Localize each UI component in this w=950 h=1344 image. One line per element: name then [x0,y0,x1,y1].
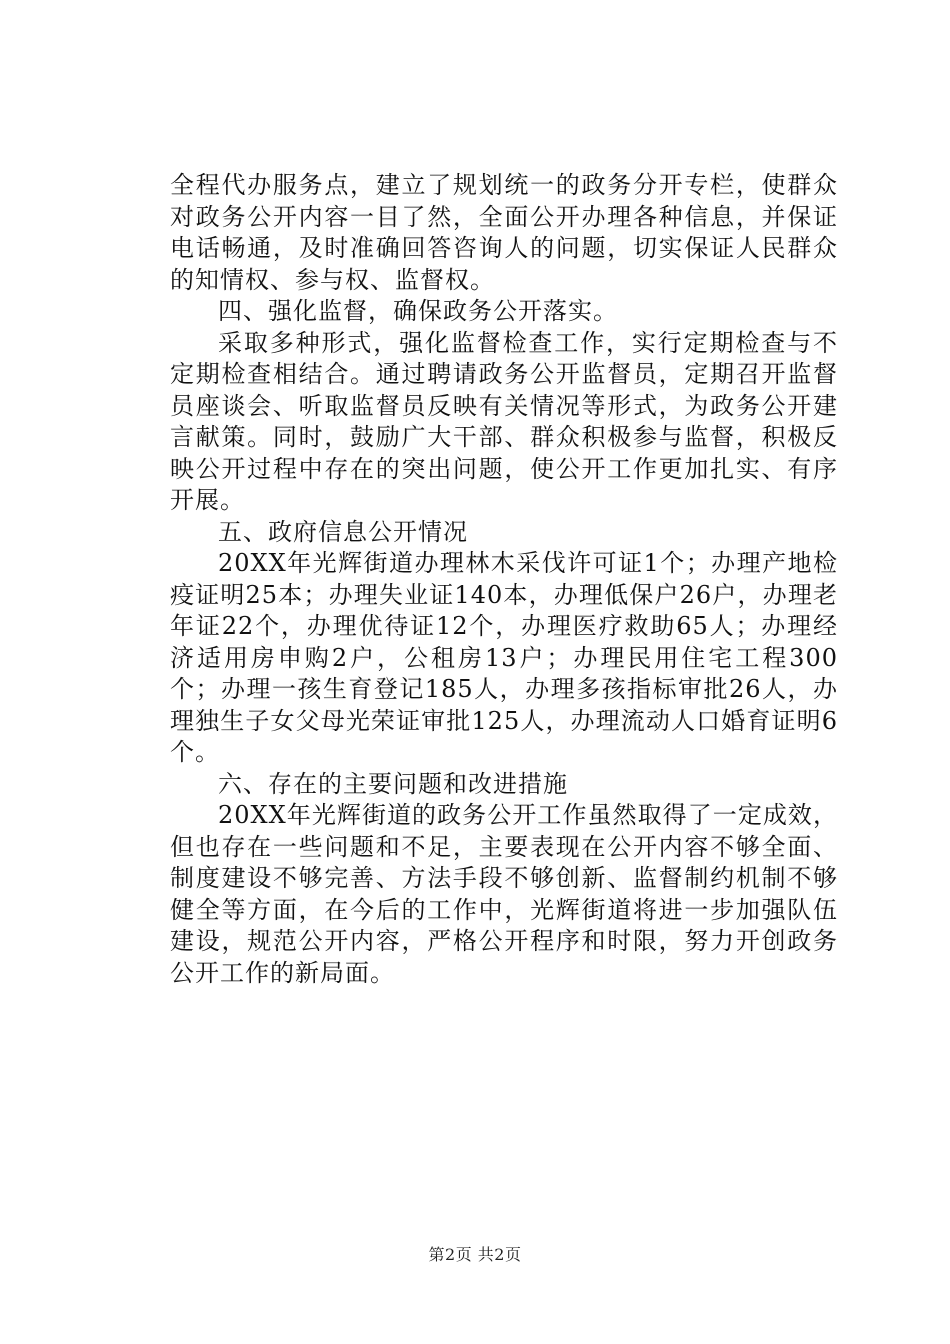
document-body [170,170,838,989]
section-heading-6: 六、存在的主要问题和改进措施 [218,769,568,798]
section-heading-4: 四、强化监督，确保政务公开落实。 [218,297,618,325]
paragraph-supervision: 采取多种形式，强化监督检查工作，实行定期检查与不定期检查相结合。通过聘请政务公开监督员，定期召开监督员座谈会、听取监督员反映有关情况等形式，为政务公开建言献策。同时，鼓励广大干部、群众积极参与监督，积极反映公开过程中存在的突出问题，使公开工作更加扎实、有序开展。 [170,328,838,514]
section-heading-5: 五、政府信息公开情况 [218,517,468,546]
paragraph-continued: 全程代办服务点，建立了规划统一的政务分开专栏，使群众对政务公开内容一目了然，全面公开办理各种信息，并保证电话畅通，及时准确回答咨询人的问题，切实保证人民群众的知情权、参与权、监督权。 [170,171,838,294]
page-number-footer: 第2页 共2页 [428,1245,522,1264]
paragraph-problems-measures: 20XX年光辉街道的政务公开工作虽然取得了一定成效，但也存在一些问题和不足，主要表现在公开内容不够全面、制度建设不够完善、方法手段不够创新、监督制约机制不够健全等方面，在今后的工作中，光辉街道将进一步加强队伍建设，规范公开内容，严格公开程序和时限，努力开创政务公开工作的新局面。 [170,801,838,987]
paragraph-info-disclosure: 20XX年光辉街道办理林木采伐许可证1个；办理产地检疫证明25本；办理失业证140本，办理低保户26户，办理老年证22个，办理优待证12个，办理医疗救助65人；办理经济适用房申购2户，公租房13户；办理民用住宅工程300个；办理一孩生育登记185人，办理多孩指标审批26人，办理独生子女父母光荣证审批125人，办理流动人口婚育证明6个。 [170,549,838,766]
